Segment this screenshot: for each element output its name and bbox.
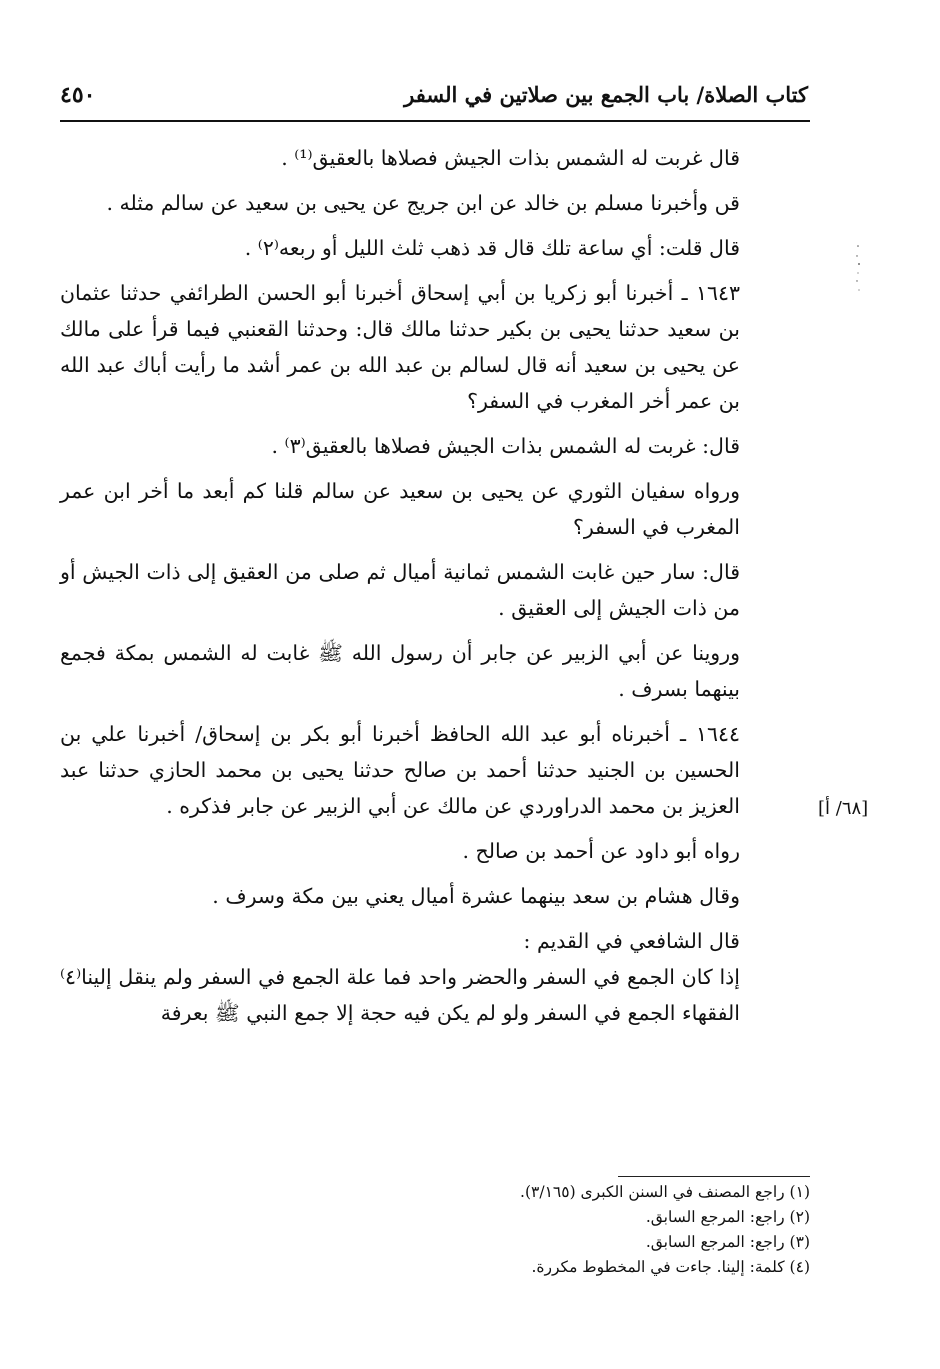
paragraph: رواه أبو داود عن أحمد بن صالح . xyxy=(462,839,740,863)
chapter-title: كتاب الصلاة/ باب الجمع بين صلاتين في السفر xyxy=(404,82,808,107)
running-header xyxy=(60,78,808,118)
footnote: (٢) راجع: المرجع السابق. xyxy=(645,1208,810,1226)
footnote: (٣) راجع: المرجع السابق. xyxy=(645,1233,810,1251)
page-number: ٤٥٠ xyxy=(60,82,96,108)
footnotes xyxy=(300,1180,810,1280)
footnote-rule xyxy=(618,1176,810,1177)
hadith-1643: ١٦٤٣ ـ أخبرنا أبو زكريا بن أبي إسحاق أخبرنا أبو الحسن الطرائفي حدثنا عثمان بن سعيد حدثنا يحيى بن بكير حدثنا مالك قال: وحدثنا القعنبي فيما قرأ على مالك عن يحيى بن سعيد أنه قال لسالم بن عبد الله بن عمر أشد ما رأيت أباك عبد الله بن عمر أخر المغرب في السفر؟ xyxy=(60,281,740,413)
header-rule xyxy=(60,120,810,122)
paragraph: ورواه سفيان الثوري عن يحيى بن سعيد عن سالم قلنا كم أبعد ما أخر ابن عمر المغرب في السفر؟ xyxy=(60,479,740,539)
main-text xyxy=(60,140,810,1040)
footnote: (١) راجع المصنف في السنن الكبرى (٣/١٦٥). xyxy=(520,1183,810,1201)
scan-speck-mark xyxy=(853,240,863,300)
manuscript-folio-marker: [٦٨/ أ] xyxy=(818,798,869,819)
paragraph: قں وأخبرنا مسلم بن خالد عن ابن جريج عن يحيى بن سعيد عن سالم مثله . xyxy=(106,191,740,215)
paragraph: قال: سار حين غابت الشمس ثمانية أميال ثم صلى من العقيق إلى ذات الجيش أو من ذات الجيش إلى العقيق . xyxy=(60,560,740,620)
paragraph: قال قلت: أي ساعة تلك قال قد ذهب ثلث الليل أو ربعه⁽٢⁾ . xyxy=(244,236,740,260)
footnote: (٤) كلمة: إلينا. جاءت في المخطوط مكررة. xyxy=(531,1258,810,1276)
paragraph: إذا كان الجمع في السفر والحضر واحد فما علة الجمع في السفر ولم ينقل إلينا⁽٤⁾ الفقهاء الجمع في السفر ولو لم يكن فيه حجة إلا جمع النبي ﷺ بعرفة xyxy=(60,965,740,1025)
paragraph: قال غربت له الشمس بذات الجيش فصلاها بالعقيق⁽¹⁾ . xyxy=(281,146,740,170)
hadith-1644: ١٦٤٤ ـ أخبرناه أبو عبد الله الحافظ أخبرنا أبو بكر بن إسحاق/ أخبرنا علي بن الحسين بن الجنيد حدثنا أحمد بن صالح حدثنا يحيى بن محمد الحازي حدثنا عبد العزيز بن محمد الدراوردي عن مالك عن أبي الزبير عن جابر فذكره . xyxy=(60,722,740,818)
paragraph: وروينا عن أبي الزبير عن جابر أن رسول الله ﷺ غابت له الشمس بمكة فجمع بينهما بسرف . xyxy=(60,641,740,701)
paragraph: قال الشافعي في القديم : xyxy=(523,929,740,953)
paragraph: قال: غربت له الشمس بذات الجيش فصلاها بالعقيق⁽٣⁾ . xyxy=(271,434,740,458)
paragraph: وقال هشام بن سعد بينهما عشرة أميال يعني بين مكة وسرف . xyxy=(212,884,740,908)
